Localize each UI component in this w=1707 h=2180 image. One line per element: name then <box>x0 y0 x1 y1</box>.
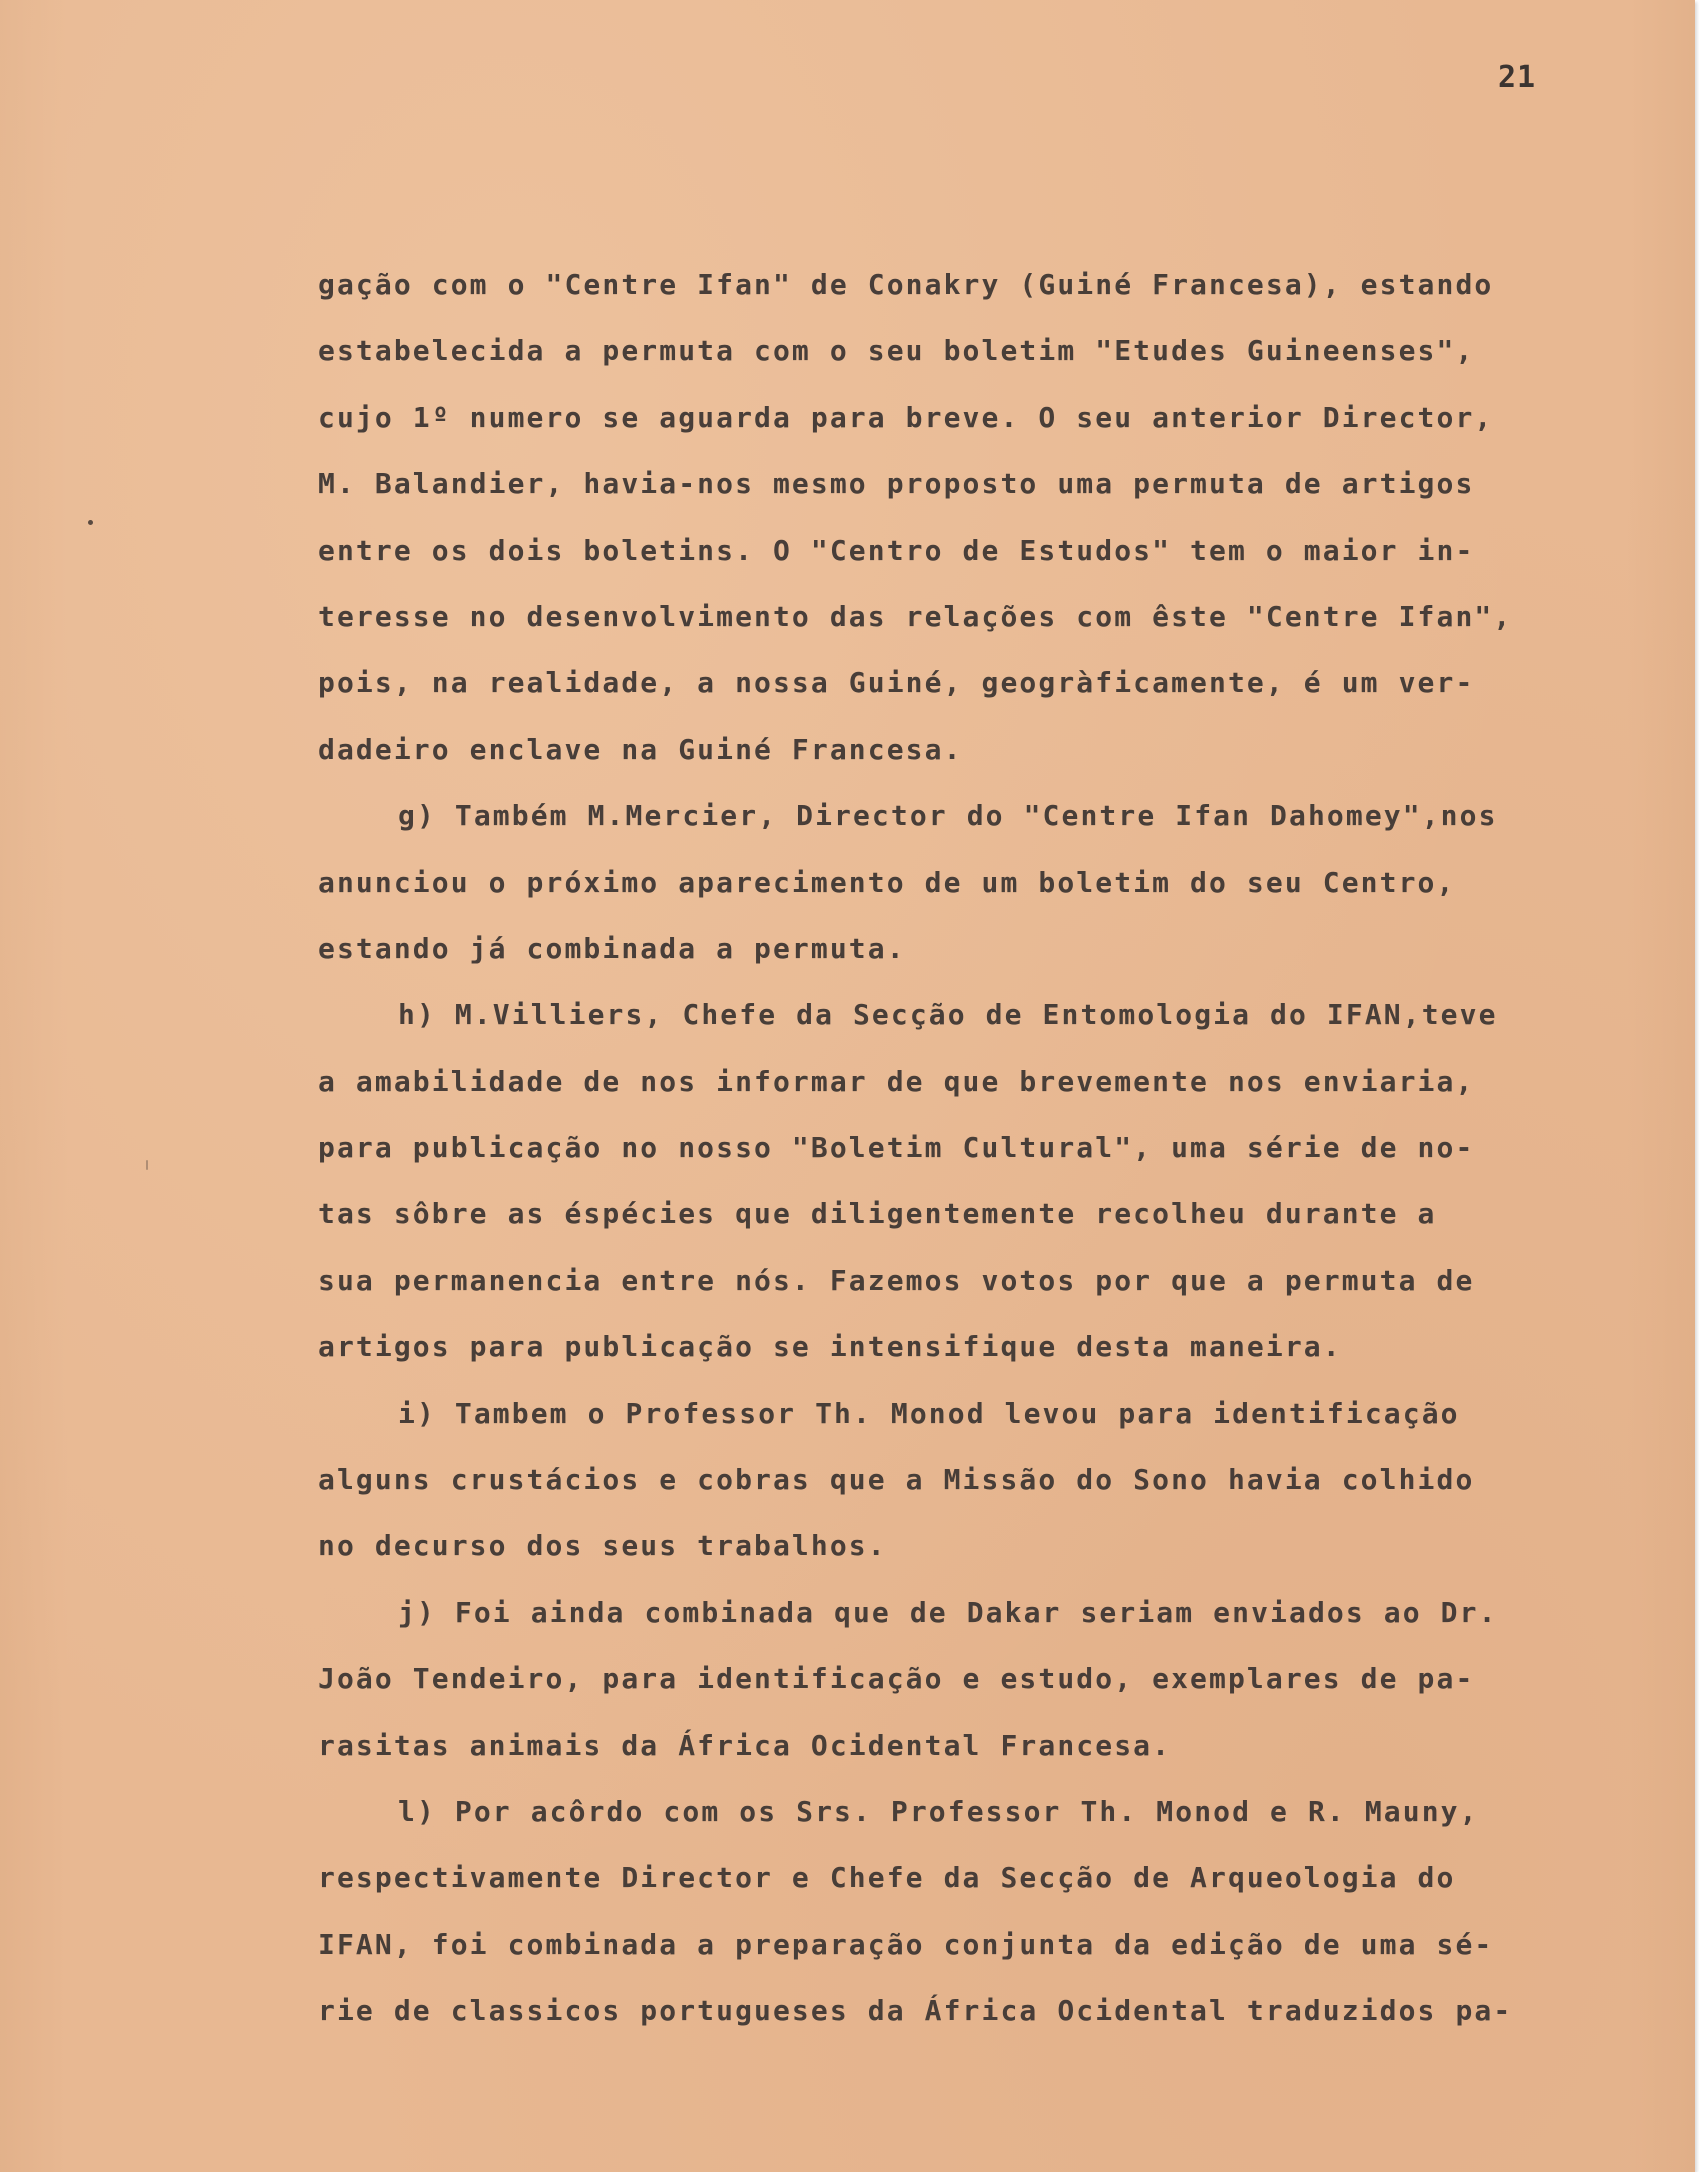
page-number: 21 <box>1498 60 1537 95</box>
text-line: dadeiro enclave na Guiné Francesa. <box>318 732 963 766</box>
text-line: pois, na realidade, a nossa Guiné, geogràficamente, é um ver- <box>318 666 1475 700</box>
text-line: teresse no desenvolvimento das relações com êste "Centre Ifan", <box>318 599 1513 633</box>
text-line: gação com o "Centre Ifan" de Conakry (Guiné Francesa), estando <box>318 268 1494 301</box>
text-line: no decurso dos seus trabalhos. <box>318 1529 887 1563</box>
body-text <box>318 252 1598 2045</box>
text-line: M. Balandier, havia-nos mesmo proposto uma permuta de artigos <box>318 467 1475 501</box>
paragraph-j-line: j) Foi ainda combinada que de Dakar seriam enviados ao Dr. <box>398 1595 1498 1629</box>
paragraph-g-line: g) Também M.Mercier, Director do "Centre Ifan Dahomey",nos <box>398 799 1498 833</box>
text-line: para publicação no nosso "Boletim Cultural", uma série de no- <box>318 1131 1475 1165</box>
paper-speck <box>88 520 93 525</box>
text-line: estando já combinada a permuta. <box>318 931 906 965</box>
text-line: rie de classicos portugueses da África Ocidental traduzidos pa- <box>318 1994 1513 2028</box>
text-line: sua permanencia entre nós. Fazemos votos por que a permuta de <box>318 1263 1475 1297</box>
text-line: IFAN, foi combinada a preparação conjunta da edição de uma sé- <box>318 1927 1494 1961</box>
text-line: respectivamente Director e Chefe da Secção de Arqueologia do <box>318 1861 1456 1895</box>
paragraph-i-line: i) Tambem o Professor Th. Monod levou para identificação <box>398 1396 1460 1430</box>
text-line: rasitas animais da África Ocidental Francesa. <box>318 1728 1172 1762</box>
text-line: alguns crustácios e cobras que a Missão do Sono havia colhido <box>318 1463 1475 1497</box>
text-line: artigos para publicação se intensifique desta maneira. <box>318 1330 1342 1364</box>
text-line: João Tendeiro, para identificação e estudo, exemplares de pa- <box>318 1662 1475 1696</box>
text-line: cujo 1º numero se aguarda para breve. O seu anterior Director, <box>318 400 1494 434</box>
paper-speck <box>146 1160 148 1170</box>
text-line: tas sôbre as éspécies que diligentemente recolheu durante a <box>318 1197 1437 1231</box>
scan-margin <box>0 2172 1707 2180</box>
text-line: a amabilidade de nos informar de que brevemente nos enviaria, <box>318 1064 1475 1098</box>
text-line: estabelecida a permuta com o seu boletim "Etudes Guineenses", <box>318 334 1475 368</box>
paragraph-h-line: h) M.Villiers, Chefe da Secção de Entomologia do IFAN,teve <box>398 998 1498 1032</box>
paragraph-l-line: l) Por acôrdo com os Srs. Professor Th. Monod e R. Mauny, <box>398 1794 1479 1828</box>
text-line: anunciou o próximo aparecimento de um boletim do seu Centro, <box>318 865 1456 899</box>
text-line: entre os dois boletins. O "Centro de Estudos" tem o maior in- <box>318 533 1475 567</box>
